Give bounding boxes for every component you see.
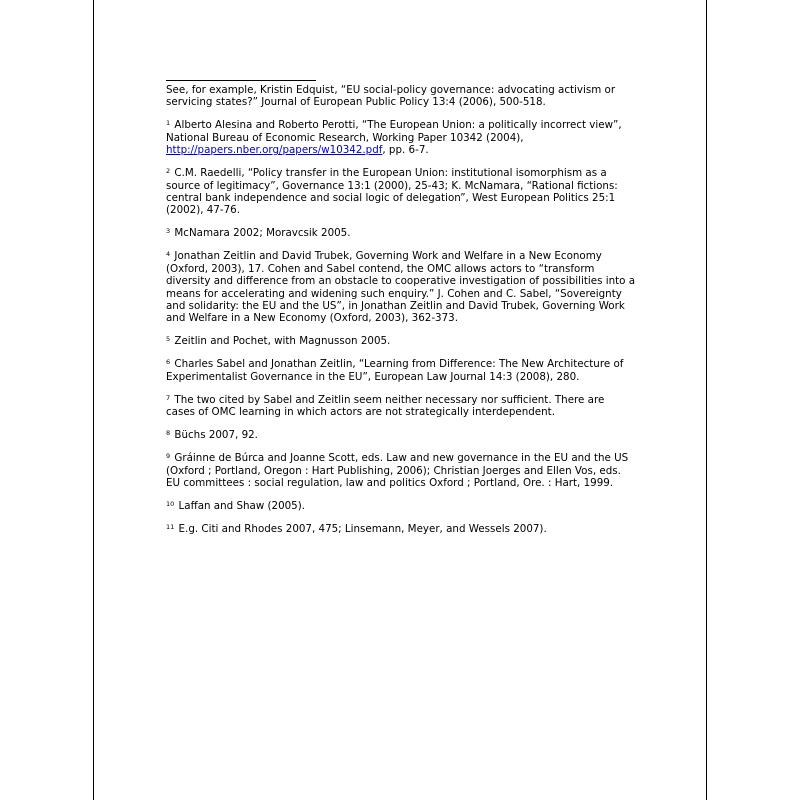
footnote-number: 2 xyxy=(166,167,171,176)
footnote-number: 8 xyxy=(166,429,171,438)
footnote-separator xyxy=(166,80,316,81)
footnote-9 xyxy=(166,452,636,489)
footnote-11 xyxy=(166,523,636,535)
footnote-number: 6 xyxy=(166,358,171,367)
footnote-text: E.g. Citi and Rhodes 2007, 475; Linsemann, Meyer, and Wessels 2007). xyxy=(175,523,547,536)
footnote-text: See, for example, Kristin Edquist, “EU social-policy governance: advocating activism or servicing states?” Journal of European Public Policy 13:4 (2006), 500-518. xyxy=(166,84,616,109)
footnote-text: Jonathan Zeitlin and David Trubek, Governing Work and Welfare in a New Economy (Oxford, 2003), 17. Cohen and Sabel contend, the OMC allows actors to “transform diversity and difference from an obstacle to cooperative investigation of possibilities into a means for accelerating and widening such enquiry.” J. Cohen and C. Sabel, “Sovereignty and solidarity: the EU and the US”, in Jonathan Zeitlin and David Trubek, Governing Work and Welfare in a New Economy (Oxford, 2003), 362-373. xyxy=(166,250,636,325)
footnote-number: 3 xyxy=(166,227,171,236)
footnote-text: Alberto Alesina and Roberto Perotti, “The European Union: a politically incorrect view”, National Bureau of Economic Research, Working Paper 10342 (2004), xyxy=(166,119,622,144)
footnote-text: Laffan and Shaw (2005). xyxy=(175,500,306,513)
footnote-number: 1 xyxy=(166,119,171,128)
footnote-6 xyxy=(166,358,636,383)
footnote-5 xyxy=(166,335,636,347)
footnote-number: 5 xyxy=(166,335,171,344)
document-page xyxy=(93,0,707,800)
footnote-text: McNamara 2002; Moravcsik 2005. xyxy=(171,227,351,240)
footnote-0 xyxy=(166,84,636,109)
footnote-number: 11 xyxy=(166,523,175,532)
nber-paper-link[interactable]: http://papers.nber.org/papers/w10342.pdf xyxy=(166,144,383,157)
footnote-text: The two cited by Sabel and Zeitlin seem neither necessary nor sufficient. There are cases of OMC learning in which actors are not strategically interdependent. xyxy=(166,393,605,419)
footnote-text: C.M. Raedelli, “Policy transfer in the European Union: institutional isomorphism as a source of legitimacy”, Governance 13:1 (2000), 25-43; K. McNamara, “Rational fictions: central bank independence and social logic of delegation”, West European Politics 25:1 (2002), 47-76. xyxy=(166,167,618,217)
footnote-1 xyxy=(166,119,636,156)
footnote-2 xyxy=(166,167,636,217)
footnote-text: Zeitlin and Pochet, with Magnusson 2005. xyxy=(171,335,391,348)
footnote-text: Büchs 2007, 92. xyxy=(171,429,258,442)
footnote-4 xyxy=(166,250,636,324)
footnote-text: Charles Sabel and Jonathan Zeitlin, “Learning from Difference: The New Architecture of Experimentalist Governance in the EU”, European Law Journal 14:3 (2008), 280. xyxy=(166,358,624,383)
footnote-number: 10 xyxy=(166,500,175,509)
footnote-8 xyxy=(166,429,636,441)
footnote-10 xyxy=(166,500,636,512)
footnote-number: 9 xyxy=(166,452,171,461)
footnotes-section xyxy=(166,80,636,546)
footnote-number: 4 xyxy=(166,250,171,259)
footnote-3 xyxy=(166,227,636,239)
footnote-7 xyxy=(166,394,636,419)
footnote-number: 7 xyxy=(166,393,171,402)
footnote-text-tail: , pp. 6-7. xyxy=(382,144,429,157)
footnote-text: Gráinne de Búrca and Joanne Scott, eds. Law and new governance in the EU and the US (Oxford ; Portland, Oregon : Hart Publishing, 2006); Christian Joerges and Ellen Vos, eds. EU committees : social regulation, law and politics Oxford ; Portland, Ore. : Hart, 1999. xyxy=(166,452,629,490)
